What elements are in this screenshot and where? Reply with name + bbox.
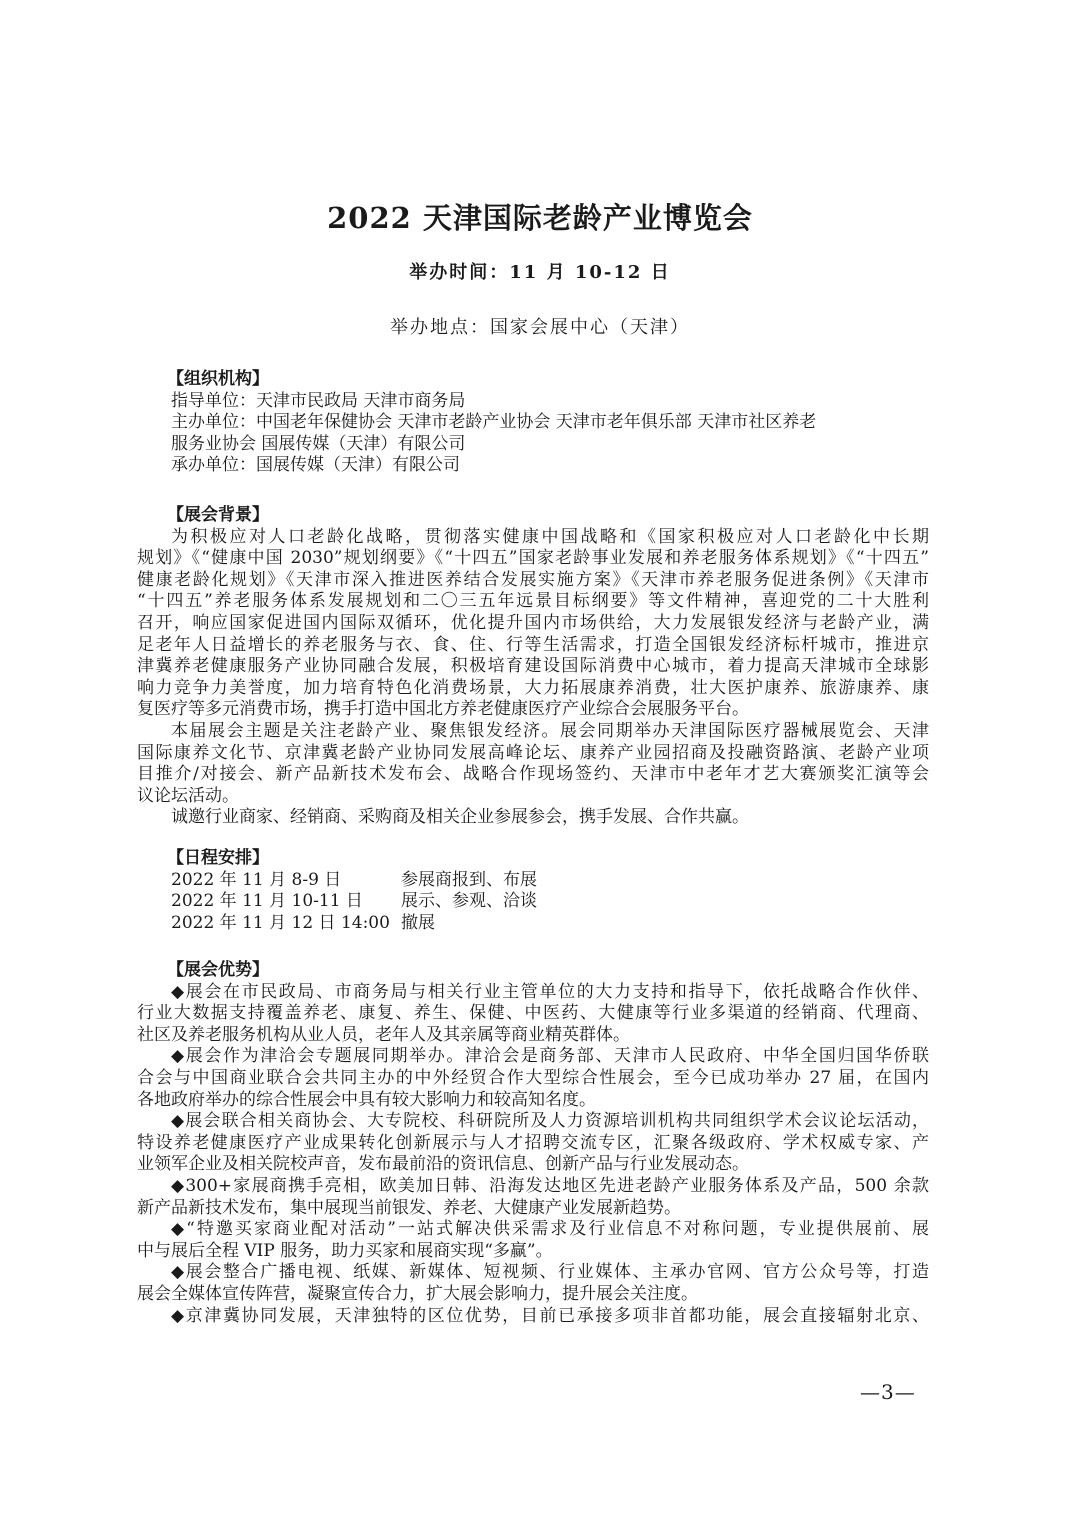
- schedule-event: 展示、参观、洽谈: [401, 891, 537, 912]
- paragraph-line: 业领军企业及相关院校声音，发布最前沿的资讯信息、创新产品与行业发展动态。: [137, 1154, 749, 1175]
- section-background: [137, 505, 929, 829]
- schedule-date: 2022 年 11 月 8-9 日: [171, 869, 342, 890]
- paragraph-line: ◆展会整合广播电视、纸媒、新媒体、短视频、行业媒体、主承办官网、官方公众号等，打造: [171, 1262, 929, 1283]
- org-line: 主办单位：中国老年保健协会 天津市老龄产业协会 天津市老年俱乐部 天津市社区养老: [171, 412, 817, 433]
- paragraph-line: 本届展会主题是关注老龄产业、聚焦银发经济。展会同期举办天津国际医疗器械展览会、天津: [171, 720, 929, 741]
- paragraph-line: 为积极应对人口老龄化战略，贯彻落实健康中国战略和《国家积极应对人口老龄化中长期: [171, 526, 929, 547]
- schedule-date: 2022 年 11 月 10-11 日: [171, 891, 363, 912]
- org-line: 服务业协会 国展传媒（天津）有限公司: [171, 433, 466, 454]
- paragraph-line: 津冀养老健康服务产业协同融合发展，积极培育建设国际消费中心城市，着力提高天津城市全球影: [137, 656, 929, 677]
- paragraph-line: “十四五”养老服务体系发展规划和二〇三五年远景目标纲要》等文件精神，喜迎党的二十大胜利: [137, 591, 929, 612]
- paragraph-line: 健康老龄化规划》《天津市深入推进医养结合发展实施方案》《天津市养老服务促进条例》《天津市: [137, 569, 929, 590]
- paragraph-line: 复医疗等多元消费市场，携手打造中国北方养老健康医疗产业综合会展服务平台。: [137, 699, 749, 720]
- paragraph-line: 规划》《“健康中国 2030”规划纲要》《“十四五”国家老龄事业发展和养老服务体系规划》《“十四五”: [137, 548, 929, 569]
- schedule-row: [137, 870, 929, 892]
- paragraph-line: 目推介/对接会、新产品新技术发布会、战略合作现场签约、天津市中老年才艺大赛颁奖汇演等会: [137, 764, 929, 785]
- paragraph-line: 新产品新技术发布，集中展现当前银发、养老、大健康产业发展新趋势。: [137, 1197, 681, 1218]
- paragraph-line: 诚邀行业商家、经销商、采购商及相关企业参展参会，携手发展、合作共赢。: [171, 807, 749, 828]
- section-heading: 【展会优势】: [167, 960, 269, 980]
- paragraph-line: ◆展会在市民政局、市商务局与相关行业主管单位的大力支持和指导下，依托战略合作伙伴、: [171, 981, 929, 1002]
- section-advantages: [137, 960, 929, 1327]
- paragraph-line: 社区及养老服务机构从业人员，老年人及其亲属等商业精英群体。: [137, 1024, 630, 1045]
- paragraph-line: ◆300+家展商携手亮相，欧美加日韩、沿海发达地区先进老龄产业服务体系及产品，500 余款: [171, 1175, 929, 1196]
- paragraph-line: 召开，响应国家促进国内国际双循环，优化提升国内市场供给，大力发展银发经济与老龄产业，满: [137, 612, 929, 633]
- paragraph-line: 特设养老健康医疗产业成果转化创新展示与人才招聘交流专区，汇聚各级政府、学术权威专家、产: [137, 1132, 929, 1153]
- paragraph-line: 中与展后全程 VIP 服务，助力买家和展商实现“多赢”。: [137, 1240, 553, 1261]
- advantages-body: [137, 982, 929, 1328]
- event-time: 举办时间：11 月 10-12 日: [409, 262, 671, 283]
- section-heading: 【日程安排】: [167, 848, 269, 868]
- paragraph-line: 国际康养文化节、京津冀老龄产业协同发展高峰论坛、康养产业园招商及投融资路演、老龄产业项: [137, 742, 929, 763]
- section-heading: 【组织机构】: [167, 369, 269, 389]
- section-schedule: [137, 848, 929, 934]
- org-line: 指导单位：天津市民政局 天津市商务局: [171, 390, 466, 411]
- schedule-event: 撤展: [401, 912, 435, 933]
- schedule-date: 2022 年 11 月 12 日 14:00: [171, 912, 390, 933]
- paragraph-line: 合会与中国商业联合会共同主办的中外经贸合作大型综合性展会，至今已成功举办 27 届，在国内: [137, 1067, 929, 1088]
- paragraph-line: ◆京津冀协同发展，天津独特的区位优势，目前已承接多项非首都功能，展会直接辐射北京、: [171, 1305, 929, 1326]
- document-title: 2022 天津国际老龄产业博览会: [327, 201, 753, 235]
- paragraph-line: 响力竞争力美誉度，加力培育特色化消费场景，大力拓展康养消费，壮大医护康养、旅游康养、康: [137, 677, 929, 698]
- org-line: 承办单位：国展传媒（天津）有限公司: [171, 455, 460, 476]
- page-number: —3—: [860, 1380, 916, 1404]
- paragraph-line: 行业大数据支持覆盖养老、康复、养生、保健、中医药、大健康等行业多渠道的经销商、代理商、: [137, 1003, 929, 1024]
- event-location: 举办地点：国家会展中心（天津）: [390, 317, 690, 338]
- schedule-row: [137, 891, 929, 913]
- paragraph-line: 各地政府举办的综合性展会中具有较大影响力和较高知名度。: [137, 1089, 596, 1110]
- schedule-row: [137, 913, 929, 935]
- schedule-event: 参展商报到、布展: [401, 869, 537, 890]
- background-body: [137, 527, 929, 829]
- paragraph-line: ◆“特邀买家商业配对活动”一站式解决供采需求及行业信息不对称问题，专业提供展前、展: [171, 1219, 929, 1240]
- section-organization: [137, 369, 929, 477]
- paragraph-line: 议论坛活动。: [137, 785, 239, 806]
- paragraph-line: 足老年人日益增长的养老服务与衣、食、住、行等生活需求，打造全国银发经济标杆城市，推进京: [137, 634, 929, 655]
- paragraph-line: ◆展会作为津洽会专题展同期举办。津洽会是商务部、天津市人民政府、中华全国归国华侨联: [171, 1046, 929, 1067]
- paragraph-line: 展会全媒体宣传阵营，凝聚宣传合力，扩大展会影响力，提升展会关注度。: [137, 1283, 698, 1304]
- section-heading: 【展会背景】: [167, 505, 269, 525]
- paragraph-line: ◆展会联合相关商协会、大专院校、科研院所及人力资源培训机构共同组织学术会议论坛活动，: [171, 1111, 929, 1132]
